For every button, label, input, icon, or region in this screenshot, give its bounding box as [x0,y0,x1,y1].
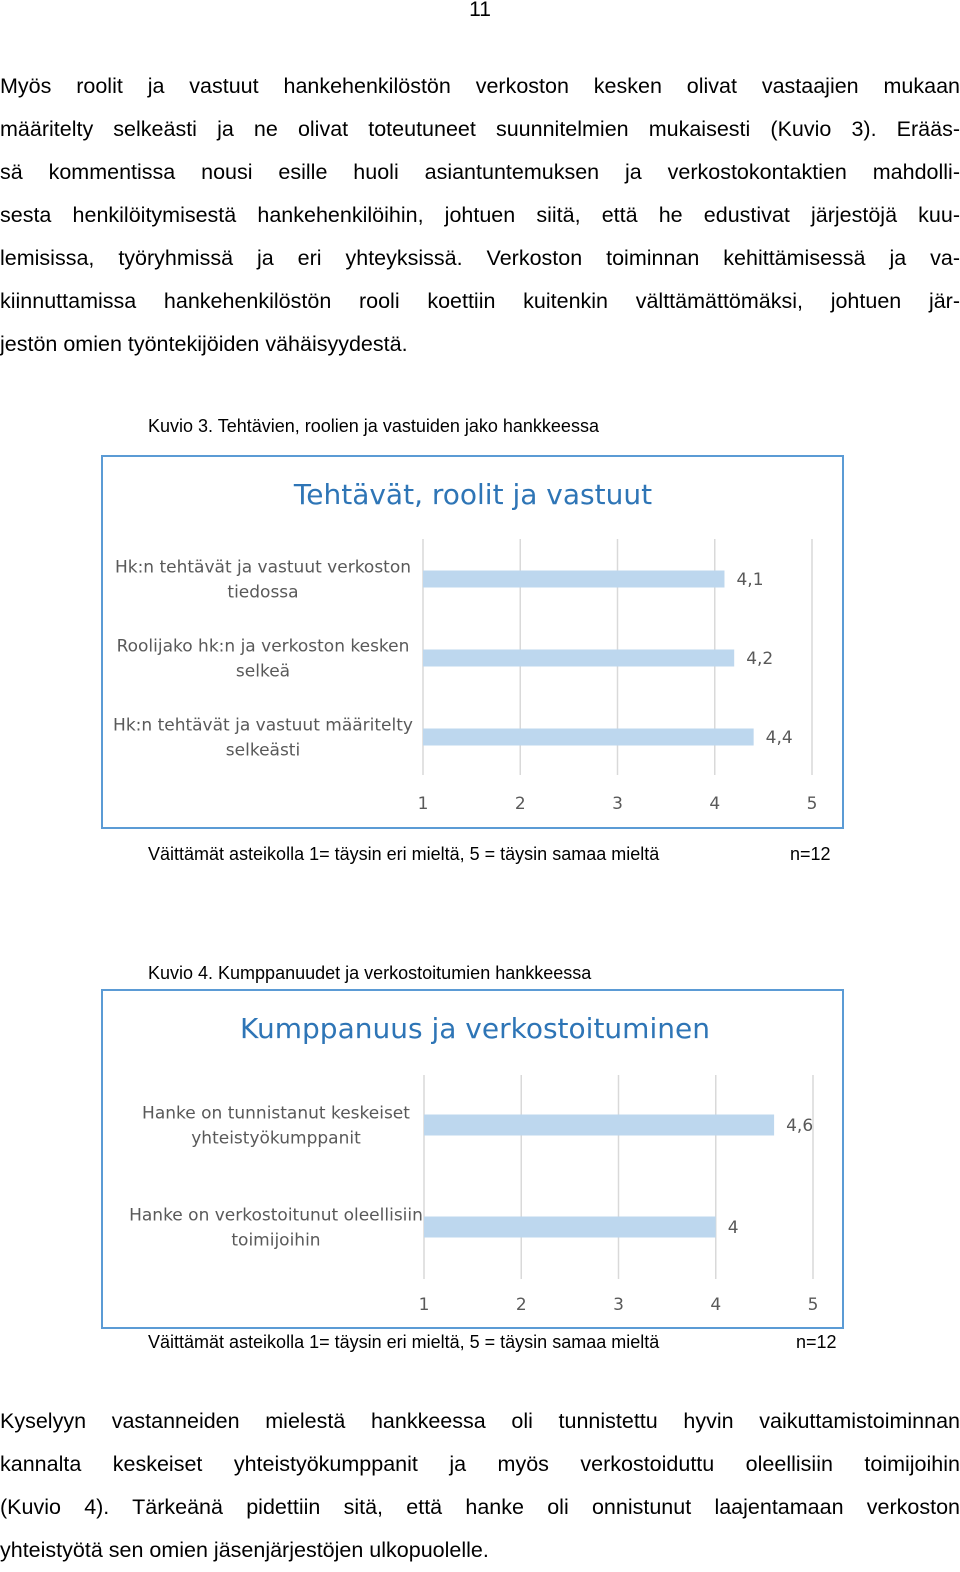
figure-4-sample-size: n=12 [796,1332,837,1352]
category-label: yhteistyökumppanit [191,1128,361,1149]
x-tick-label: 3 [613,1295,624,1315]
x-tick-label: 5 [807,1295,819,1315]
category-label: Roolijako hk:n ja verkoston kesken [116,636,410,657]
category-label: Hanke on verkostoitunut oleellisiin [129,1205,423,1226]
paragraph-line: lemisissa, työryhmissä ja eri yhteyksissä. Verkoston toiminnan kehittämisessä ja va- [0,246,960,270]
x-tick-label: 4 [709,794,721,814]
figure-3-caption: Kuvio 3. Tehtävien, roolien ja vastuiden jako hankkeessa [148,416,599,436]
x-tick-label: 5 [806,794,818,814]
paragraph-line: kiinnuttamissa hankehenkilöstön rooli koettiin kuitenkin välttämättömäksi, johtuen jär- [0,289,960,313]
bar [423,571,724,588]
chart-roles-responsibilities [101,455,844,829]
paragraph-line: määritelty selkeästi ja ne olivat toteutuneet suunnitelmien mukaisesti (Kuvio 3). Erääs- [0,117,960,141]
bar-value-label: 4,4 [765,728,793,748]
chart-title: Kumppanuus ja verkostoituminen [240,1012,710,1045]
bar [423,650,734,667]
chart-partnership-svg [103,991,842,1327]
category-label: Hk:n tehtävät ja vastuut verkoston [114,557,412,578]
x-tick-label: 1 [418,1295,430,1315]
x-tick-label: 2 [515,1295,527,1315]
x-tick-label: 2 [514,794,526,814]
bar-value-label: 4,2 [746,649,774,669]
bar-value-label: 4,6 [786,1116,814,1136]
category-label: Hanke on tunnistanut keskeiset [142,1103,410,1124]
x-tick-label: 4 [710,1295,722,1315]
x-tick-label: 1 [417,794,429,814]
bar [424,1115,774,1136]
figure-4-scale-note: Väittämät asteikolla 1= täysin eri mieltä, 5 = täysin samaa mieltä [148,1332,660,1352]
figure-3-sample-size: n=12 [790,844,831,864]
bar [424,1217,716,1238]
paragraph-line: yhteistyötä sen omien jäsenjärjestöjen ulkopuolelle. [0,1538,489,1562]
figure-4-caption: Kuvio 4. Kumppanuudet ja verkostoitumien hankkeessa [148,963,592,983]
category-label: selkeä [235,661,291,682]
paragraph-line: kannalta keskeiset yhteistyökumppanit ja myös verkostoiduttu oleellisiin toimijoihin [0,1452,960,1476]
chart-title: Tehtävät, roolit ja vastuut [293,478,653,511]
bar-value-label: 4,1 [736,570,764,590]
paragraph-line: sä kommentissa nousi esille huoli asiantuntemuksen ja verkostokontaktien mahdolli- [0,160,960,184]
paragraph-line: (Kuvio 4). Tärkeänä pidettiin sitä, että hanke oli onnistunut laajentamaan verkoston [0,1495,960,1519]
bar-value-label: 4 [727,1218,739,1238]
category-label: Hk:n tehtävät ja vastuut määritelty [113,715,413,736]
paragraph-roles [0,65,960,366]
category-label: selkeästi [225,740,301,761]
paragraph-line: jestön omien työntekijöiden vähäisyydestä. [0,332,408,356]
category-label: tiedossa [227,582,299,603]
page-number: 11 [469,0,491,21]
bar [423,729,754,746]
figure-3-scale-note: Väittämät asteikolla 1= täysin eri mieltä, 5 = täysin samaa mieltä [148,844,660,864]
paragraph-partnerships [0,1400,960,1572]
chart-partnership-networking [101,989,844,1329]
paragraph-line: sesta henkilöitymisestä hankehenkilöihin, johtuen siitä, että he edustivat järjestöjä kuu- [0,203,960,227]
category-label: toimijoihin [231,1230,321,1251]
chart-roles-svg [103,457,842,827]
paragraph-line: Kyselyyn vastanneiden mielestä hankkeessa oli tunnistettu hyvin vaikuttamistoiminnan [0,1409,960,1433]
x-tick-label: 3 [612,794,623,814]
paragraph-line: Myös roolit ja vastuut hankehenkilöstön verkoston kesken olivat vastaajien mukaan [0,74,960,98]
